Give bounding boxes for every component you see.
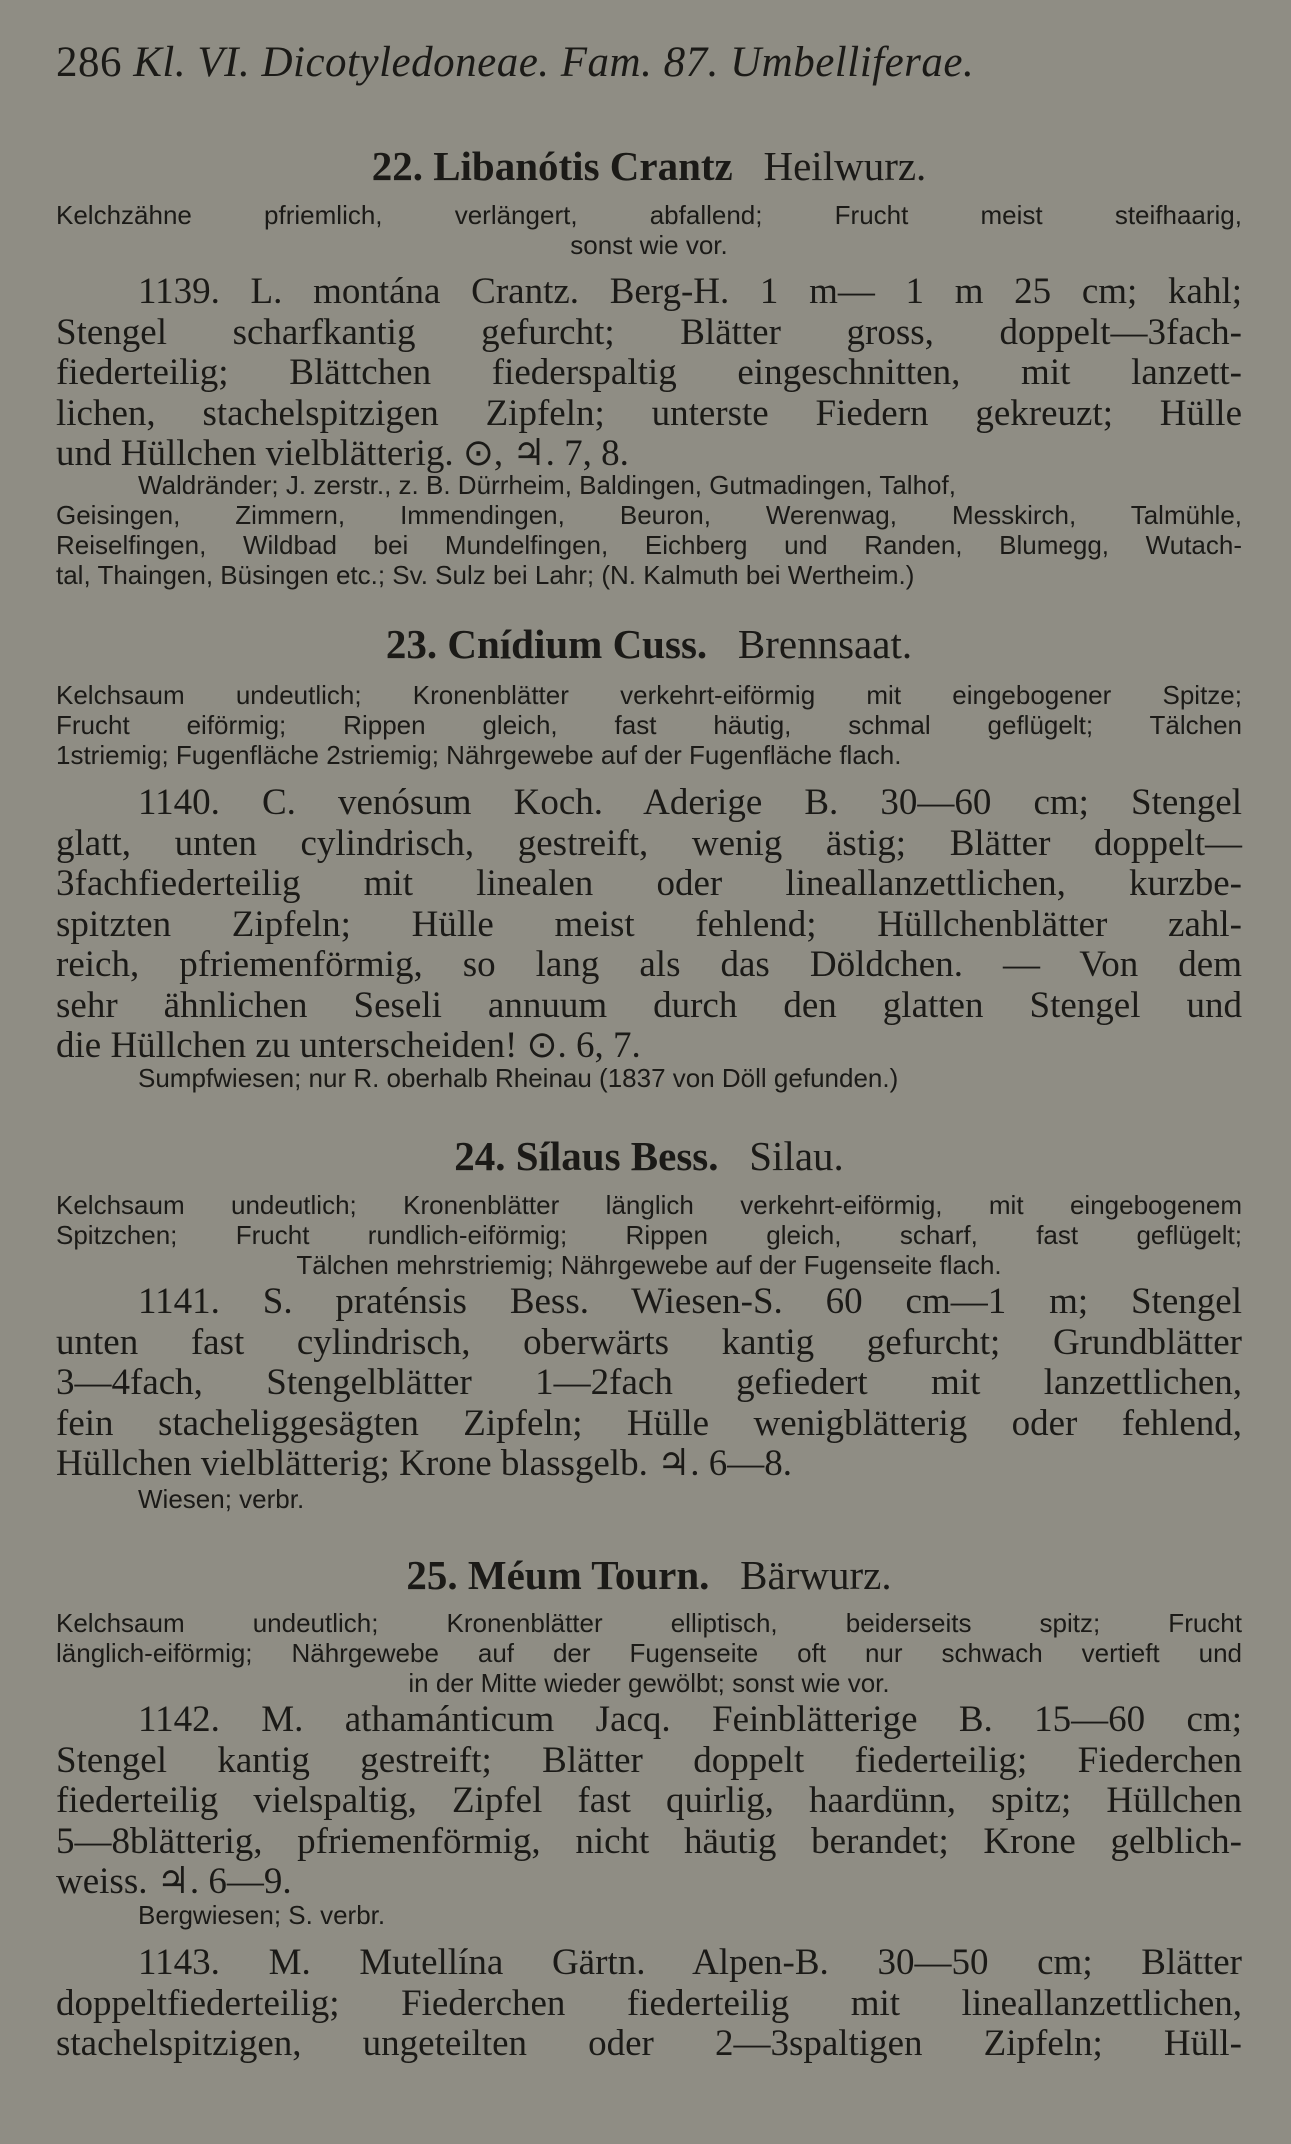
species-line: sehr ähnlichen Seseli annuum durch den glatten Stengel und: [56, 984, 1242, 1026]
species-1142: [56, 1700, 1242, 1903]
running-head-title: Kl. VI. Dicotyledoneae. Fam. 87. Umbelliferae.: [133, 39, 975, 86]
species-line: fiederteilig vielspaltig, Zipfel fast quirlig, haardünn, spitz; Hüllchen: [56, 1780, 1242, 1821]
habitat-line: Sumpfwiesen; nur R. oberhalb Rheinau (1837 von Döll gefunden.): [138, 1063, 899, 1093]
habitat-line: Waldränder; J. zerstr., z. B. Dürrheim, Baldingen, Gutmadingen, Talhof,: [138, 470, 956, 500]
diagnosis-line: Tälchen mehrstriemig; Nährgewebe auf der Fugenseite flach.: [296, 1250, 1002, 1280]
habitat-line: Bergwiesen; S. verbr.: [138, 1900, 386, 1930]
species-1141: [56, 1282, 1242, 1485]
species-line: glatt, unten cylindrisch, gestreift, wenig ästig; Blätter doppelt—: [56, 822, 1242, 864]
genus-name: 22. Libanótis Crantz: [371, 143, 733, 189]
diagnosis-line: Kelchzähne pfriemlich, verlängert, abfallend; Frucht meist steifhaarig,: [56, 200, 1242, 230]
genus-diagnosis-24: [56, 1190, 1242, 1280]
genus-diagnosis-23: [56, 680, 1242, 770]
habitat-1142: [56, 1900, 1242, 1930]
species-line: doppeltfiederteilig; Fiederchen fiederteilig mit lineallanzettlichen,: [56, 1982, 1242, 2024]
species-line: 3fachfiederteilig mit linealen oder lineallanzettlichen, kurzbe-: [56, 863, 1242, 904]
species-1143: [56, 1943, 1242, 2065]
genus-diagnosis-25: [56, 1608, 1242, 1698]
species-line: stachelspitzigen, ungeteilten oder 2—3spaltigen Zipfeln; Hüll-: [56, 2023, 1242, 2064]
genus-heading-25: [56, 1551, 1242, 1599]
species-line: fein stacheliggesägten Zipfeln; Hülle wenigblätterig oder fehlend,: [56, 1402, 1242, 1444]
species-line: 1140. C. venósum Koch. Aderige B. 30—60 cm; Stengel: [138, 782, 1242, 823]
diagnosis-line: Spitzchen; Frucht rundlich-eiförmig; Rippen gleich, scharf, fast geflügelt;: [56, 1220, 1242, 1250]
habitat-line: Geisingen, Zimmern, Immendingen, Beuron, Werenwag, Messkirch, Talmühle,: [56, 500, 1242, 530]
page-number: 286: [56, 39, 122, 86]
species-line: lichen, stachelspitzigen Zipfeln; unterste Fiedern gekreuzt; Hülle: [56, 392, 1242, 434]
habitat-1141: [56, 1484, 1242, 1514]
species-line: und Hüllchen vielblätterig. ⊙, ♃. 7, 8.: [56, 433, 629, 474]
diagnosis-line: Frucht eiförmig; Rippen gleich, fast häutig, schmal geflügelt; Tälchen: [56, 710, 1242, 740]
species-line: unten fast cylindrisch, oberwärts kantig gefurcht; Grundblätter: [56, 1321, 1242, 1363]
species-line: Hüllchen vielblätterig; Krone blassgelb. ♃. 6—8.: [56, 1443, 793, 1484]
habitat-line: Reiselfingen, Wildbad bei Mundelfingen, Eichberg und Randen, Blumegg, Wutach-: [56, 530, 1242, 560]
diagnosis-line: Kelchsaum undeutlich; Kronenblätter verkehrt-eiförmig mit eingebogener Spitze;: [56, 680, 1242, 710]
genus-common-name: Brennsaat.: [737, 621, 913, 667]
species-line: 3—4fach, Stengelblätter 1—2fach gefiedert mit lanzettlichen,: [56, 1362, 1242, 1403]
species-line: 1142. M. athamánticum Jacq. Feinblätterige B. 15—60 cm;: [138, 1699, 1242, 1740]
species-line: Stengel scharfkantig gefurcht; Blätter gross, doppelt—3fach-: [56, 311, 1242, 353]
diagnosis-line: Kelchsaum undeutlich; Kronenblätter länglich verkehrt-eiförmig, mit eingebogenem: [56, 1190, 1242, 1220]
genus-name: 24. Sílaus Bess.: [454, 1133, 719, 1179]
species-1139: [56, 272, 1242, 475]
diagnosis-line: sonst wie vor.: [570, 230, 728, 260]
genus-heading-22: [56, 142, 1242, 190]
species-line: die Hüllchen zu unterscheiden! ⊙. 6, 7.: [56, 1025, 641, 1066]
genus-heading-24: [56, 1132, 1242, 1180]
genus-common-name: Heilwurz.: [763, 143, 927, 189]
diagnosis-line: in der Mitte wieder gewölbt; sonst wie vor.: [408, 1668, 890, 1698]
genus-common-name: Bärwurz.: [740, 1552, 892, 1598]
species-line: 1139. L. montána Crantz. Berg-H. 1 m— 1 m 25 cm; kahl;: [138, 271, 1242, 312]
diagnosis-line: 1striemig; Fugenfläche 2striemig; Nährgewebe auf der Fugenfläche flach.: [56, 740, 902, 770]
diagnosis-line: Kelchsaum undeutlich; Kronenblätter elliptisch, beiderseits spitz; Frucht: [56, 1608, 1242, 1638]
species-line: Stengel kantig gestreift; Blätter doppelt fiederteilig; Fiederchen: [56, 1739, 1242, 1781]
habitat-line: tal, Thaingen, Büsingen etc.; Sv. Sulz bei Lahr; (N. Kalmuth bei Wertheim.): [56, 560, 915, 590]
species-line: fiederteilig; Blättchen fiederspaltig eingeschnitten, mit lanzett-: [56, 352, 1242, 393]
habitat-line: Wiesen; verbr.: [138, 1484, 305, 1514]
genus-heading-23: [56, 620, 1242, 668]
species-line: weiss. ♃. 6—9.: [56, 1861, 292, 1902]
species-line: 1141. S. praténsis Bess. Wiesen-S. 60 cm—1 m; Stengel: [138, 1281, 1242, 1322]
habitat-1140: [56, 1063, 1242, 1093]
running-head: [56, 38, 974, 87]
species-line: spitzten Zipfeln; Hülle meist fehlend; Hüllchenblätter zahl-: [56, 903, 1242, 945]
genus-diagnosis-22: [56, 200, 1242, 260]
genus-name: 23. Cnídium Cuss.: [385, 621, 708, 667]
diagnosis-line: länglich-eiförmig; Nährgewebe auf der Fugenseite oft nur schwach vertieft und: [56, 1638, 1242, 1668]
habitat-1139: [56, 470, 1242, 590]
genus-common-name: Silau.: [749, 1133, 844, 1179]
species-line: 5—8blätterig, pfriemenförmig, nicht häutig berandet; Krone gelblich-: [56, 1820, 1242, 1862]
species-1140: [56, 783, 1242, 1067]
species-line: 1143. M. Mutellína Gärtn. Alpen-B. 30—50 cm; Blätter: [138, 1942, 1242, 1983]
genus-name: 25. Méum Tourn.: [406, 1552, 710, 1598]
species-line: reich, pfriemenförmig, so lang als das Döldchen. — Von dem: [56, 944, 1242, 985]
